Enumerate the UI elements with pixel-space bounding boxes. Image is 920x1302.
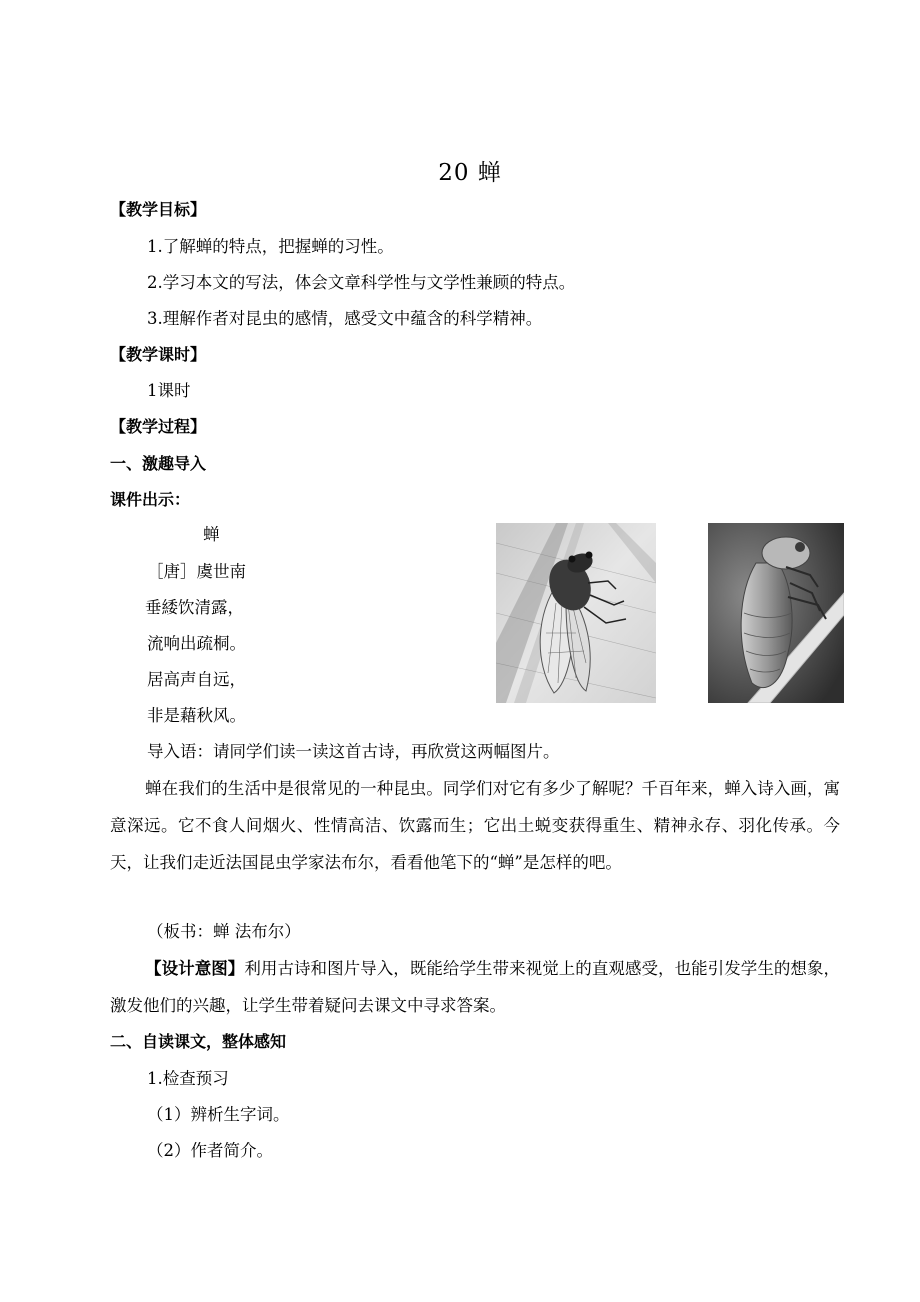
process-heading: 【教学过程】 — [110, 417, 207, 436]
intro-paragraph — [110, 770, 840, 881]
objective-item: 1.了解蝉的特点，把握蝉的习性。 — [147, 237, 394, 256]
section-heading: 二、自读课文，整体感知 — [110, 1032, 287, 1051]
objective-item: 2.学习本文的写法，体会文章科学性与文学性兼顾的特点。 — [147, 273, 576, 292]
poem-author: ［唐］虞世南 — [147, 562, 246, 581]
board-note: （板书：蝉 法布尔） — [147, 922, 301, 941]
hours-heading: 【教学课时】 — [110, 345, 207, 364]
intro-line: 导入语：请同学们读一读这首古诗，再欣赏这两幅图片。 — [147, 742, 560, 761]
section-heading: 一、激趣导入 — [110, 454, 207, 473]
poem-line: 非是藉秋风。 — [147, 706, 246, 725]
design-intent-label: 【设计意图】 — [145, 959, 245, 978]
courseware-label: 课件出示： — [110, 490, 191, 509]
hours-value: 1课时 — [147, 381, 191, 400]
sub-item: （1）辨析生字词。 — [147, 1105, 290, 1124]
cicada-photo — [496, 523, 656, 703]
design-intent-paragraph — [110, 950, 840, 1024]
poem-line: 居高声自远， — [147, 670, 246, 689]
poem-line: 流响出疏桐。 — [147, 634, 246, 653]
sub-item: （2）作者简介。 — [147, 1141, 273, 1160]
poem-line: 垂緌饮清露， — [145, 598, 244, 617]
cicada-shell-photo — [708, 523, 844, 703]
sub-heading: 1.检查预习 — [147, 1069, 229, 1088]
design-intent-text: 利用古诗和图片导入，既能给学生带来视觉上的直观感受，也能引发学生的想象，激发他们的兴趣，让学生带着疑问去课文中寻求答案。 — [110, 959, 841, 1015]
intro-paragraph-text: 蝉在我们的生活中是很常见的一种昆虫。同学们对它有多少了解呢？千百年来，蝉入诗入画，寓意深远。它不食人间烟火、性情高洁、饮露而生；它出土蜕变获得重生、精神永存、羽化传承。今天，让我们走近法国昆虫学家法布尔，看看他笔下的“蝉”是怎样的吧。 — [110, 779, 840, 872]
objective-item: 3.理解作者对昆虫的感情，感受文中蕴含的科学精神。 — [147, 309, 543, 328]
objectives-heading: 【教学目标】 — [110, 200, 207, 219]
page-title: 20 蝉 — [438, 160, 502, 186]
poem-title: 蝉 — [203, 525, 220, 544]
